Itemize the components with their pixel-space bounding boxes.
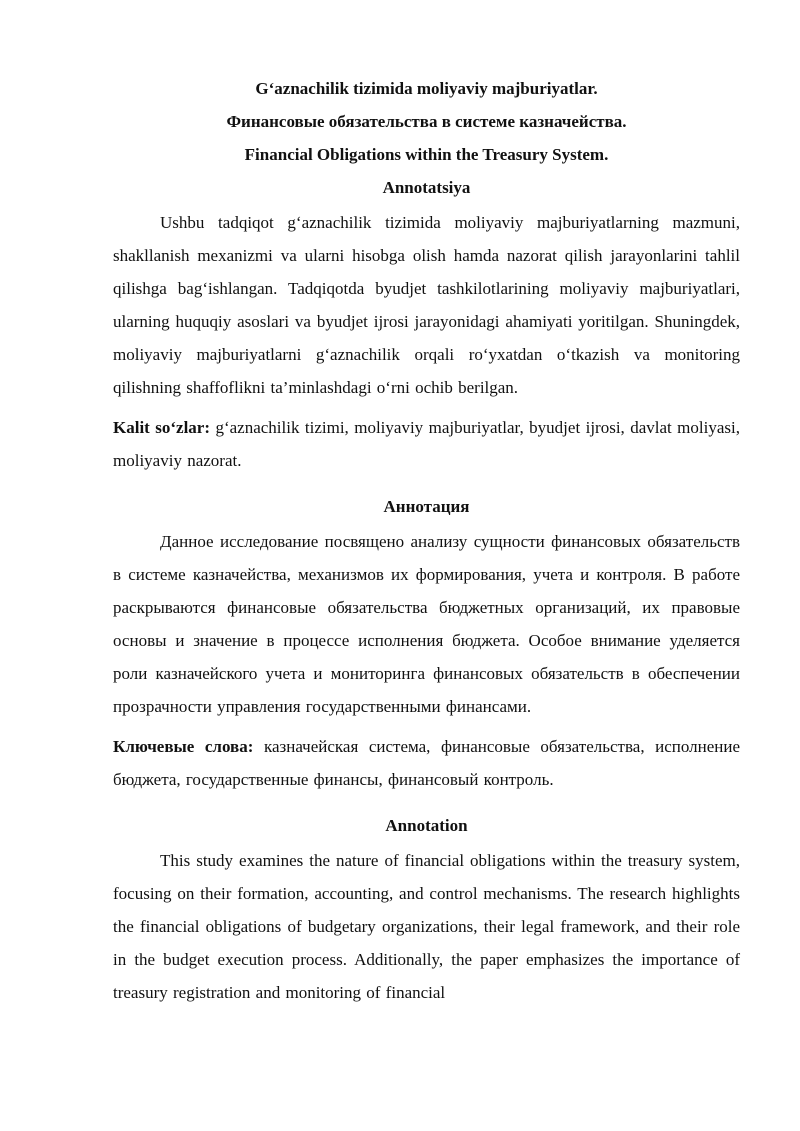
heading-annotatsiya: Annotatsiya — [382, 178, 471, 197]
heading-annotation-en: Annotation — [385, 816, 468, 835]
paragraph-annotatsiya: Ushbu tadqiqot g‘aznachilik tizimida moliyaviy majburiyatlarning mazmuni, shakllanish mexanizmi va ularni hisobga olish hamda nazorat qilish jarayonlarini tahlil qilishga bag‘ishlangan. Tadqiqotda byudjet tashkilotlarining moliyaviy majburiyatlari, ularning huquqiy asoslari va byudjet ijrosi jarayonidagi ahamiyati yoritilgan. Shuningdek, moliyaviy majburiyatlarni g‘aznachilik orqali ro‘yxatdan o‘tkazish va monitoring qilishning shaffoflikni ta’minlashdagi o‘rni ochib berilgan. — [113, 213, 740, 397]
paragraph-annotaciya-ru: Данное исследование посвящено анализу сущности финансовых обязательств в системе казначейства, механизмов их формирования, учета и контроля. В работе раскрываются финансовые обязательства бюджетных организаций, их правовые основы и значение в процессе исполнения бюджета. Особое внимание уделяется роли казначейского учета и мониторинга финансовых обязательств в обеспечении прозрачности управления государственными финансами. — [113, 532, 740, 716]
keywords-label-uzbek: Kalit so‘zlar: — [113, 418, 211, 437]
paragraph-annotation-en: This study examines the nature of financial obligations within the treasury system, focusing on their formation, accounting, and control mechanisms. The research highlights the financial obligations of budgetary organizations, their legal framework, and their role in the budget execution process. Additionally, the paper emphasizes the importance of treasury registration and monitoring of financial — [113, 851, 740, 1002]
title-english: Financial Obligations within the Treasury System. — [244, 145, 609, 164]
keywords-text-russian: казначейская система, финансовые обязательства, исполнение бюджета, государственные финансы, финансовый контроль. — [113, 737, 741, 789]
title-uzbek: G‘aznachilik tizimida moliyaviy majburiyatlar. — [255, 79, 598, 98]
heading-annotaciya-ru: Аннотация — [383, 497, 470, 516]
keywords-russian — [113, 730, 740, 796]
title-russian: Финансовые обязательства в системе казначейства. — [226, 112, 627, 131]
keywords-label-russian: Ключевые слова: — [113, 737, 254, 756]
keywords-text-uzbek: g‘aznachilik tizimi, moliyaviy majburiyatlar, byudjet ijrosi, davlat moliyasi, moliyaviy nazorat. — [113, 418, 740, 470]
keywords-uzbek — [113, 411, 740, 477]
